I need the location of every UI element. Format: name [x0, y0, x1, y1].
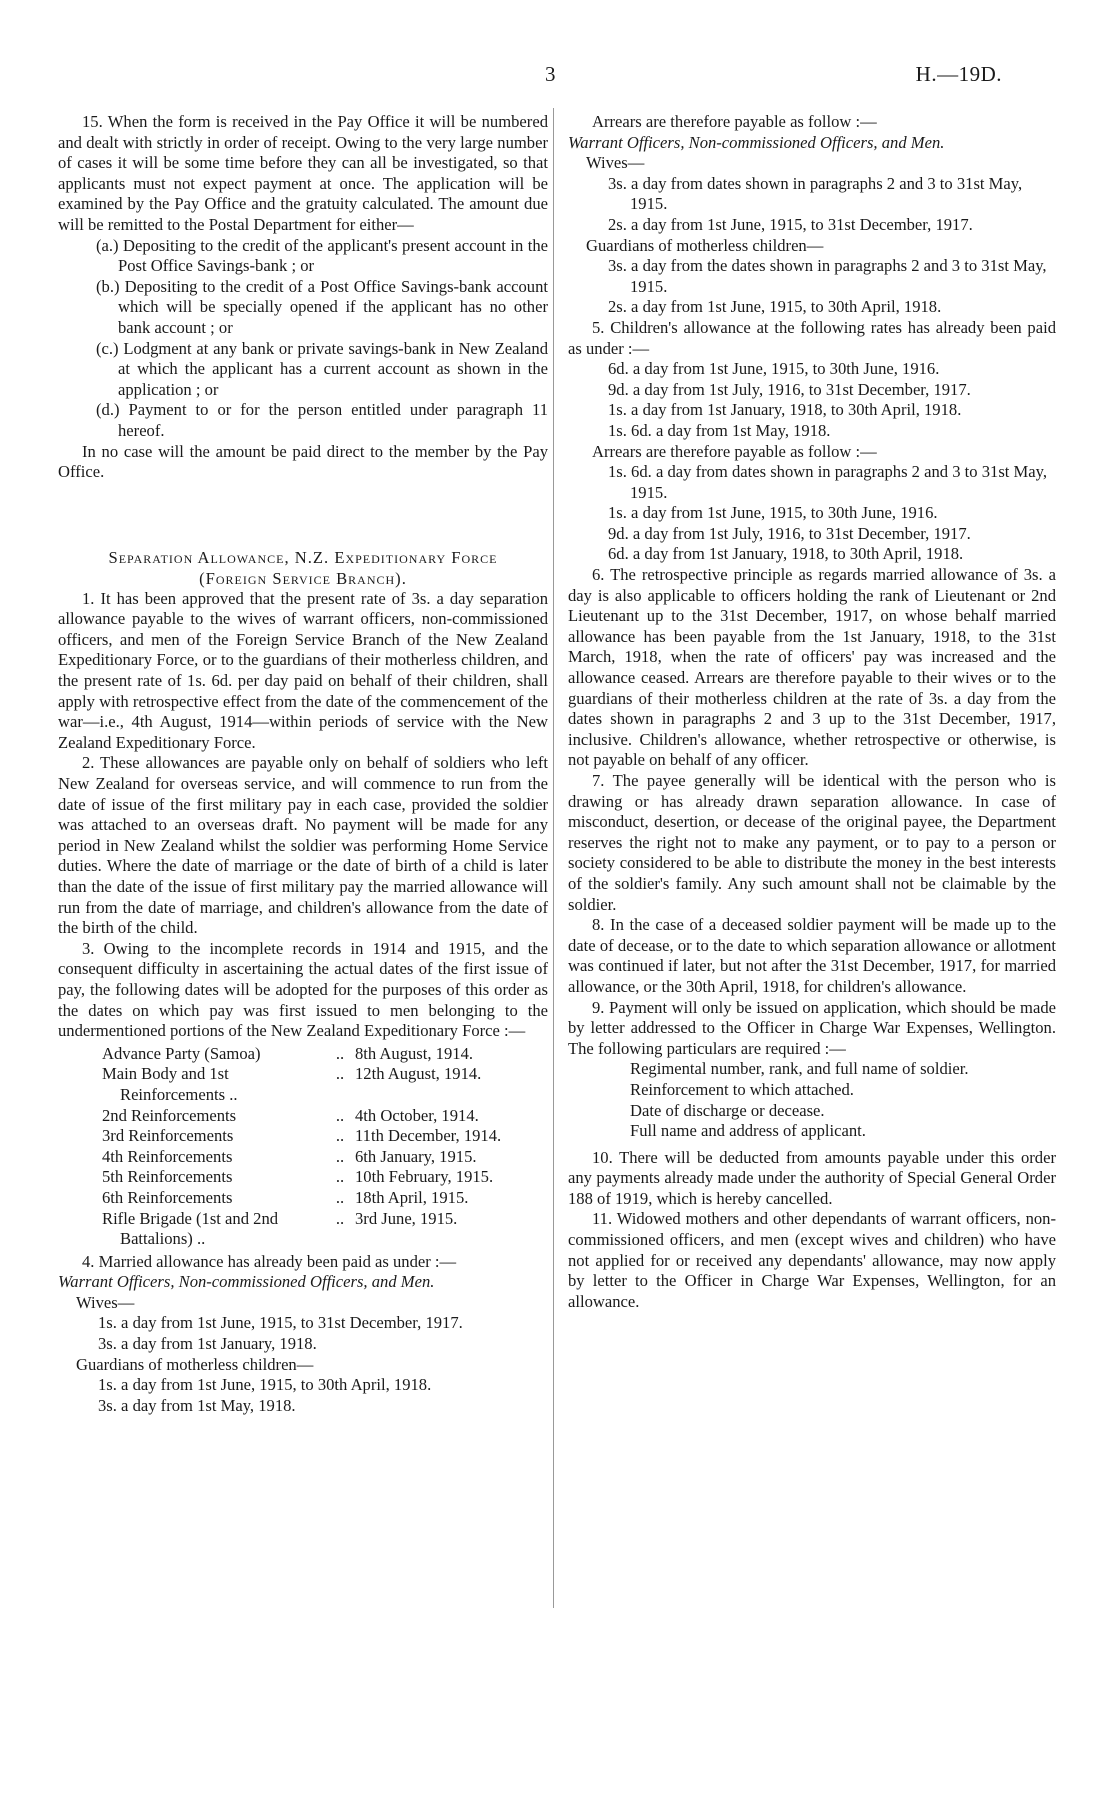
paragraph-5: 5. Children's allowance at the following rates has already been paid as under :— — [568, 317, 1056, 358]
arrears-wives-label: Wives— — [586, 153, 645, 173]
section-heading-line-1: Separation Allowance, N.Z. Expeditionary Force — [108, 547, 498, 567]
arrears-category: Warrant Officers, Non-commissioned Officers, and Men. — [568, 132, 945, 152]
no-case-note: In no case will the amount be paid direct to the member by the Pay Office. — [58, 441, 548, 482]
paragraph-6: 6. The retrospective principle as regards married allowance of 3s. a day is also applicable to officers holding the rank of Lieutenant or 2nd Lieutenant up to the 31st December, 1917, on whose behalf married allowance has been payable from the 1st January, 1918, to the 31st March, 1918, when the rate of officers' pay was increased and the allowance ceased. Arrears are therefore payable to their wives or to the guardians of their motherless children at the rate of 3s. a day from the dates shown in paragraphs 2 and 3 up to the 31st December, 1917, inclusive. Children's allowance, whether retrospective or otherwise, is not payable on behalf of any officer. — [568, 565, 1056, 770]
arrears-children-rate-3: 9d. a day from 1st July, 1916, to 31st December, 1917. — [608, 523, 971, 543]
children-rate-3: 1s. a day from 1st January, 1918, to 30th April, 1918. — [608, 400, 962, 420]
schedule-unit: Advance Party (Samoa) — [102, 1043, 261, 1063]
schedule-leader: .. — [335, 1146, 345, 1166]
schedule-row — [102, 1188, 542, 1209]
children-rate-1: 6d. a day from 1st June, 1915, to 30th June, 1916. — [608, 359, 940, 379]
schedule-leader: .. — [335, 1064, 345, 1084]
arrears-children-rate-1: 1s. 6d. a day from dates shown in paragraphs 2 and 3 to 31st May, 1915. — [608, 462, 1048, 502]
schedule-leader: .. — [335, 1167, 345, 1187]
schedule-leader: .. — [335, 1043, 345, 1063]
option-a: (a.) Depositing to the credit of the applicant's present account in the Post Office Savings-bank ; or — [96, 235, 548, 276]
schedule-date: 10th February, 1915. — [355, 1167, 494, 1187]
schedule-date: 3rd June, 1915. — [355, 1208, 458, 1228]
wives-rate-2: 3s. a day from 1st January, 1918. — [98, 1334, 317, 1354]
schedule-date: 12th August, 1914. — [355, 1064, 482, 1084]
arrears-heading-1: Arrears are therefore payable as follow :— — [592, 112, 877, 131]
guardians-rate-2: 3s. a day from 1st May, 1918. — [98, 1395, 296, 1415]
arrears-guardians-rate-2: 2s. a day from 1st June, 1915, to 30th April, 1918. — [608, 297, 942, 317]
schedule-unit: 2nd Reinforcements — [102, 1105, 237, 1125]
paragraph-10: 10. There will be deducted from amounts payable under this order any payments already made under the authority of Special General Order 188 of 1919, which is hereby cancelled. — [568, 1147, 1056, 1208]
arrears-heading-2: Arrears are therefore payable as follow :— — [592, 441, 877, 461]
schedule-unit: Rifle Brigade (1st and 2nd Battalions) .. — [102, 1208, 279, 1249]
paragraph-4-category: Warrant Officers, Non-commissioned Officers, and Men. — [58, 1272, 435, 1292]
option-d: (d.) Payment to or for the person entitled under paragraph 11 hereof. — [96, 400, 548, 440]
pay-dates-schedule — [102, 1044, 542, 1250]
schedule-row — [102, 1126, 542, 1147]
paragraph-3: 3. Owing to the incomplete records in 1914 and 1915, and the consequent difficulty in ascertaining the actual dates of the first issue of pay, the following dates will be adopted for the purposes of this order as the dates on which pay was first issued to men belonging to the undermentioned portions of the New Zealand Expeditionary Force :— — [58, 938, 548, 1041]
column-divider — [553, 108, 554, 1608]
paragraph-9: 9. Payment will only be issued on application, which should be made by letter addressed to the Officer in Charge War Expenses, Wellington. The following particulars are required :— — [568, 997, 1056, 1058]
schedule-unit: 4th Reinforcements — [102, 1146, 233, 1166]
requirement-1: Regimental number, rank, and full name of soldier. — [630, 1059, 969, 1079]
section-heading-line-2: (Foreign Service Branch). — [199, 568, 407, 588]
wives-rate-1: 1s. a day from 1st June, 1915, to 31st December, 1917. — [98, 1313, 463, 1333]
schedule-date: 18th April, 1915. — [355, 1187, 469, 1207]
paragraph-2: 2. These allowances are payable only on behalf of soldiers who left New Zealand for overseas service, and will commence to run from the date of issue of the first military pay in each case, provided the soldier was attached to an overseas draft. No payment will be made for any period in New Zealand whilst the soldier was performing Home Service duties. Where the date of marriage or the date of birth of a child is later than the date of the issue of first military pay the married allowance will run from the date of marriage, and children's allowance from the date of the birth of the child. — [58, 753, 548, 938]
guardians-rate-1: 1s. a day from 1st June, 1915, to 30th April, 1918. — [98, 1375, 432, 1395]
arrears-wives-rate-2: 2s. a day from 1st June, 1915, to 31st December, 1917. — [608, 214, 973, 234]
schedule-date: 4th October, 1914. — [355, 1105, 479, 1125]
option-c: (c.) Lodgment at any bank or private savings-bank in New Zealand at which the applicant has a current account as shown in the application ; or — [96, 338, 548, 399]
schedule-leader: .. — [335, 1105, 345, 1125]
schedule-unit: 5th Reinforcements — [102, 1167, 233, 1187]
schedule-row — [102, 1147, 542, 1168]
arrears-wives-rate-1: 3s. a day from dates shown in paragraphs 2 and 3 to 31st May, 1915. — [608, 173, 1023, 214]
schedule-date: 8th August, 1914. — [355, 1043, 474, 1063]
schedule-unit: 6th Reinforcements — [102, 1187, 233, 1207]
page-number: 3 — [545, 62, 556, 86]
page-reference: H.—19D. — [915, 62, 1002, 86]
paragraph-8: 8. In the case of a deceased soldier payment will be made up to the date of decease, or to the date to which separation allowance or allotment was continued if later, but not after the 31st December, 1917, for married allowance, or the 30th April, 1918, for children's allowance. — [568, 915, 1056, 996]
requirement-4: Full name and address of applicant. — [630, 1121, 866, 1141]
option-b: (b.) Depositing to the credit of a Post Office Savings-bank account which will be specially opened if the applicant has no other bank account ; or — [96, 276, 548, 337]
schedule-date: 11th December, 1914. — [355, 1126, 502, 1146]
schedule-row — [102, 1064, 542, 1105]
schedule-leader: .. — [335, 1208, 345, 1228]
left-column — [58, 112, 548, 1416]
schedule-date: 6th January, 1915. — [355, 1146, 477, 1166]
schedule-leader: .. — [335, 1126, 345, 1146]
right-column — [568, 112, 1056, 1312]
paragraph-1: 1. It has been approved that the present rate of 3s. a day separation allowance payable to the wives of warrant officers, non-commissioned officers, and men of the Foreign Service Branch of the New Zealand Expeditionary Force, or to the guardians of their motherless children, and the present rate of 1s. 6d. per day paid on behalf of their children, shall apply with retrospective effect from the date of the commencement of the war—i.e., 4th August, 1914—within periods of service with the New Zealand Expeditionary Force. — [58, 588, 548, 752]
schedule-row — [102, 1106, 542, 1127]
requirement-2: Reinforcement to which attached. — [630, 1079, 854, 1099]
schedule-unit: Main Body and 1st Reinforcements .. — [102, 1064, 238, 1104]
schedule-row — [102, 1044, 542, 1065]
children-rate-4: 1s. 6d. a day from 1st May, 1918. — [608, 420, 831, 440]
schedule-row — [102, 1209, 542, 1250]
arrears-children-rate-4: 6d. a day from 1st January, 1918, to 30th April, 1918. — [608, 544, 964, 564]
requirement-3: Date of discharge or decease. — [630, 1100, 825, 1120]
children-rate-2: 9d. a day from 1st July, 1916, to 31st December, 1917. — [608, 379, 971, 399]
schedule-leader: .. — [335, 1187, 345, 1207]
guardians-label: Guardians of motherless children— — [76, 1354, 314, 1374]
paragraph-15: 15. When the form is received in the Pay Office it will be numbered and dealt with strictly in order of receipt. Owing to the very large number of cases it will be some time before they can all be investigated, so that applicants must not expect payment at once. The application will be examined by the Pay Office and the gratuity calculated. The amount due will be remitted to the Postal Department for either— — [58, 112, 548, 234]
arrears-guardians-label: Guardians of motherless children— — [586, 235, 824, 255]
section-heading — [58, 547, 548, 589]
paragraph-4: 4. Married allowance has already been paid as under :— — [82, 1251, 457, 1271]
wives-label: Wives— — [76, 1292, 135, 1312]
paragraph-7: 7. The payee generally will be identical with the person who is drawing or has already drawn separation allowance. In case of misconduct, desertion, or decease of the original payee, the Department reserves the right not to make any payment, or to pay to a person or society considered to be able to distribute the money in the best interests of the soldier's family. Any such amount shall not be claimable by the soldier. — [568, 771, 1056, 914]
schedule-unit: 3rd Reinforcements — [102, 1126, 234, 1146]
arrears-children-rate-2: 1s. a day from 1st June, 1915, to 30th June, 1916. — [608, 503, 938, 523]
paragraph-11: 11. Widowed mothers and other dependants of warrant officers, non-commissioned officers, and men (except wives and children) who have not applied for or received any dependants' allowance, may now apply by letter to the Officer in Charge War Expenses, Wellington, for an allowance. — [568, 1209, 1056, 1311]
schedule-row — [102, 1167, 542, 1188]
arrears-guardians-rate-1: 3s. a day from the dates shown in paragraphs 2 and 3 to 31st May, 1915. — [608, 256, 1047, 296]
